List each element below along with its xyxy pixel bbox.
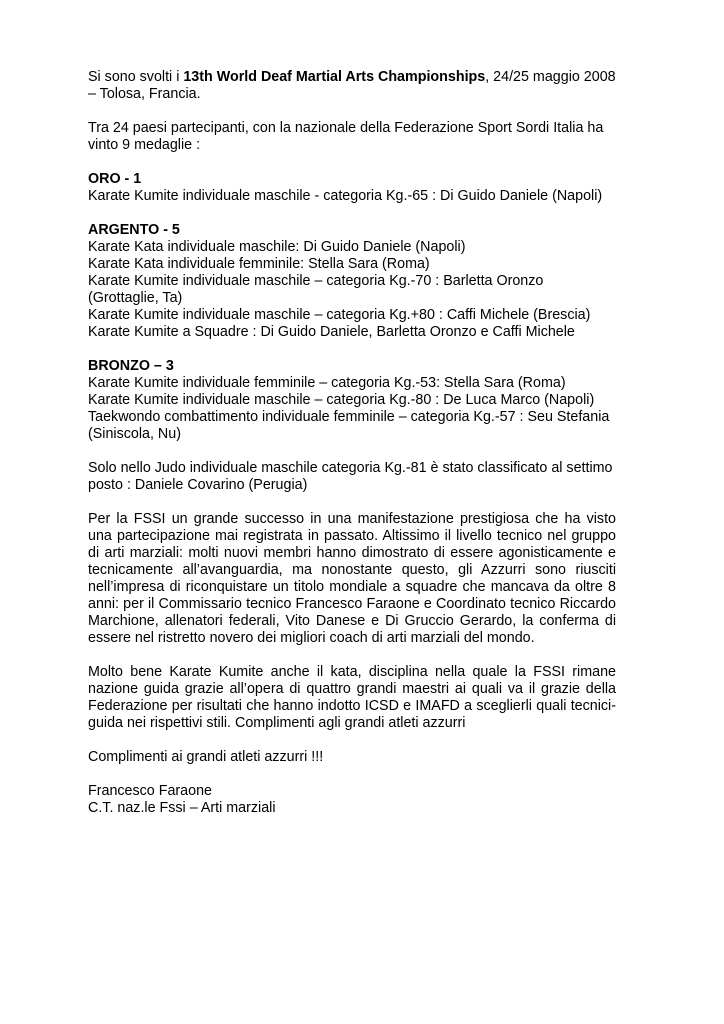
intro-suffix: , 24/25 maggio 2008 – Tolosa, Francia. bbox=[88, 69, 616, 102]
signature-block bbox=[88, 783, 616, 817]
silver-entry: Karate Kata individuale maschile: Di Guido Daniele (Napoli) bbox=[88, 239, 466, 255]
signature-name: Francesco Faraone bbox=[88, 783, 212, 799]
kata-paragraph: Molto bene Karate Kumite anche il kata, disciplina nella quale la FSSI rimane nazione guida grazie all’opera di quattro grandi maestri ai quali va il grazie della Federazione per risultati che hanno indotto ICSD e IMAFD a sceglierli quali tecnici-guida nei rispettivi stili. Complimenti agli grandi atleti azzurri bbox=[88, 664, 616, 731]
signature-title: C.T. naz.le Fssi – Arti marziali bbox=[88, 800, 276, 816]
bronze-entry: Karate Kumite individuale femminile – categoria Kg.-53: Stella Sara (Roma) bbox=[88, 375, 566, 391]
bronze-heading: BRONZO – 3 bbox=[88, 358, 174, 374]
gold-section bbox=[88, 171, 616, 205]
silver-entry: Karate Kumite individuale maschile – categoria Kg.-70 : Barletta Oronzo (Grottaglie, Ta) bbox=[88, 273, 544, 306]
participants-paragraph: Tra 24 paesi partecipanti, con la nazionale della Federazione Sport Sordi Italia ha vinto 9 medaglie : bbox=[88, 120, 604, 153]
event-name: 13th World Deaf Martial Arts Championships bbox=[183, 69, 486, 85]
document-page bbox=[88, 69, 616, 834]
silver-entry: Karate Kumite a Squadre : Di Guido Daniele, Barletta Oronzo e Caffi Michele bbox=[88, 324, 575, 340]
bronze-entry: Taekwondo combattimento individuale femminile – categoria Kg.-57 : Seu Stefania (Siniscola, Nu) bbox=[88, 409, 610, 442]
silver-entry: Karate Kata individuale femminile: Stella Sara (Roma) bbox=[88, 256, 430, 272]
silver-heading: ARGENTO - 5 bbox=[88, 222, 180, 238]
silver-entry: Karate Kumite individuale maschile – categoria Kg.+80 : Caffi Michele (Brescia) bbox=[88, 307, 591, 323]
closing-line: Complimenti ai grandi atleti azzurri !!! bbox=[88, 749, 324, 765]
intro-paragraph bbox=[88, 69, 616, 103]
gold-heading: ORO - 1 bbox=[88, 171, 142, 187]
bronze-entry: Karate Kumite individuale maschile – categoria Kg.-80 : De Luca Marco (Napoli) bbox=[88, 392, 595, 408]
intro-prefix: Si sono svolti i bbox=[88, 69, 184, 85]
success-paragraph: Per la FSSI un grande successo in una manifestazione prestigiosa che ha visto una partecipazione mai registrata in passato. Altissimo il livello tecnico nel gruppo di arti marziali: molti nuovi membri hanno dimostrato di essere agonisticamente e tecnicamente all’avanguardia, ma nonostante questo, gli Azzurri sono riusciti nell’impresa di riconquistare un titolo mondiale a squadre che mancava da oltre 8 anni: per il Commissario tecnico Francesco Faraone e Coordinato tecnico Riccardo Marchione, allenatori federali, Vito Danese e Di Gruccio Gerardo, la conferma di essere nel ristretto novero dei migliori coach di arti marziali del mondo. bbox=[88, 511, 616, 646]
gold-entry: Karate Kumite individuale maschile - categoria Kg.-65 : Di Guido Daniele (Napoli) bbox=[88, 188, 603, 204]
bronze-section bbox=[88, 358, 616, 443]
silver-section bbox=[88, 222, 616, 341]
judo-note: Solo nello Judo individuale maschile categoria Kg.-81 è stato classificato al settimo posto : Daniele Covarino (Perugia) bbox=[88, 460, 613, 493]
